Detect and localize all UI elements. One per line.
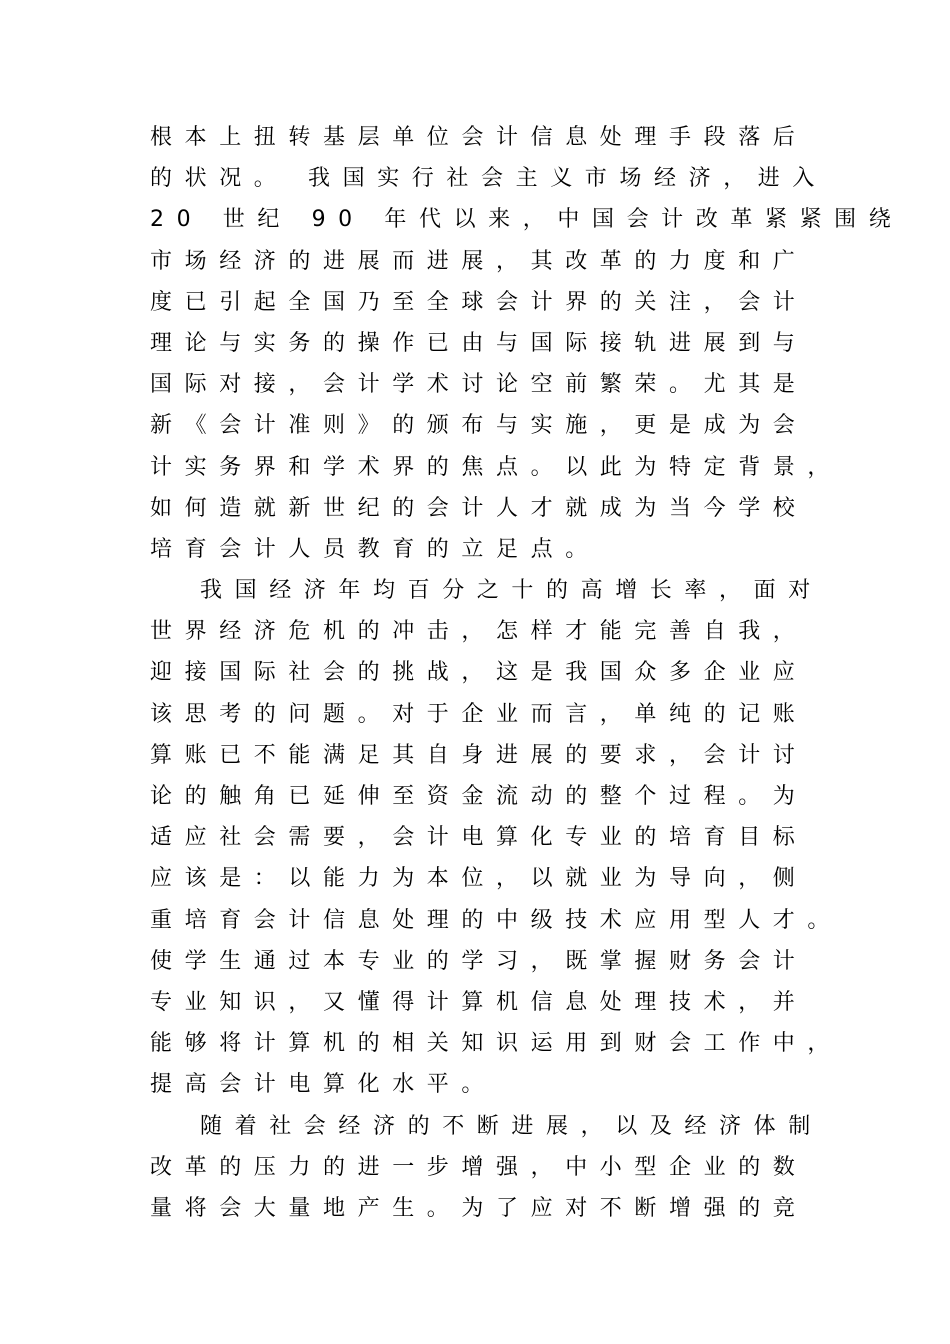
text-line: 20 世纪 90 年代以来，中国会计改革紧紧围绕	[150, 207, 904, 233]
text-line: 迎接国际社会的挑战，这是我国众多企业应	[150, 660, 808, 686]
text-line: 国际对接，会计学术讨论空前繁荣。尤其是	[150, 372, 808, 398]
text-line: 新《会计准则》的颁布与实施，更是成为会	[150, 413, 808, 439]
text-line: 培育会计人员教育的立足点。	[150, 536, 600, 562]
text-line: 应该是：以能力为本位，以就业为导向，侧	[150, 866, 808, 892]
text-line: 重培育会计信息处理的中级技术应用型人才。	[150, 907, 843, 933]
text-line: 世界经济危机的冲击，怎样才能完善自我，	[150, 619, 808, 645]
text-line: 使学生通过本专业的学习，既掌握财务会计	[150, 948, 808, 974]
text-line: 算账已不能满足其自身进展的要求，会计讨	[150, 742, 808, 768]
text-line: 论的触角已延伸至资金流动的整个过程。为	[150, 784, 808, 809]
text-line: 度已引起全国乃至全球会计界的关注，会计	[150, 289, 808, 315]
text-line: 改革的压力的进一步增强，中小型企业的数	[150, 1154, 808, 1180]
body-text	[150, 117, 904, 1229]
paragraph-start-line: 随着社会经济的不断进展，以及经济体制	[200, 1113, 823, 1139]
text-line: 计实务界和学术界的焦点。以此为特定背景，	[150, 454, 843, 480]
text-line: 市场经济的进展而进展，其改革的力度和广	[150, 248, 808, 274]
text-line: 如何造就新世纪的会计人才就成为当今学校	[150, 495, 808, 521]
text-line: 量将会大量地产生。为了应对不断增强的竞	[150, 1195, 808, 1221]
paragraph-start-line: 我国经济年均百分之十的高增长率，面对	[200, 578, 823, 604]
text-line: 能够将计算机的相关知识运用到财会工作中，	[150, 1031, 843, 1057]
text-line: 提高会计电算化水平。	[150, 1072, 497, 1098]
text-line: 专业知识，又懂得计算机信息处理技术，并	[150, 989, 808, 1015]
text-line: 适应社会需要，会计电算化专业的培育目标	[150, 825, 808, 851]
text-line: 该思考的问题。对于企业而言，单纯的记账	[150, 701, 808, 727]
text-line: 理论与实务的操作已由与国际接轨进展到与	[150, 330, 808, 356]
text-line: 根本上扭转基层单位会计信息处理手段落后	[150, 125, 808, 150]
text-line: 的状况。 我国实行社会主义市场经济，进入	[150, 166, 827, 192]
